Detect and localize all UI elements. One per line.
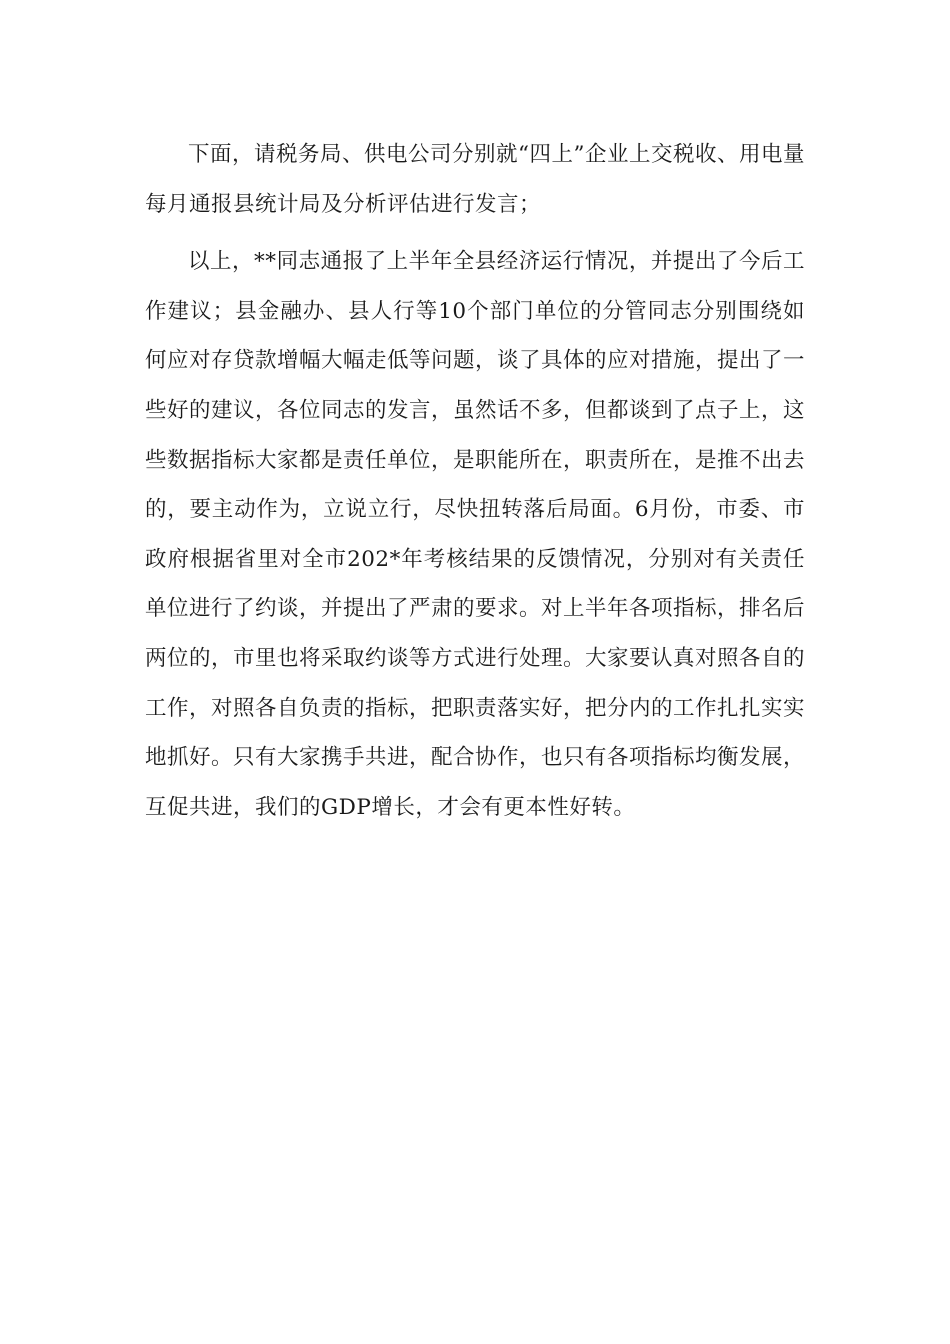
paragraph-2: 以上，**同志通报了上半年全县经济运行情况，并提出了今后工作建议；县金融办、县人行等10个部门单位的分管同志分别围绕如何应对存贷款增幅大幅走低等问题，谈了具体的应对措施，提出了一些好的建议，各位同志的发言，虽然话不多，但都谈到了点子上，这些数据指标大家都是责任单位，是职能所在，职责所在，是推不出去的，要主动作为，立说立行，尽快扭转落后局面。6月份，市委、市政府根据省里对全市202*年考核结果的反馈情况，分别对有关责任单位进行了约谈，并提出了严肃的要求。对上半年各项指标，排名后两位的，市里也将采取约谈等方式进行处理。大家要认真对照各自的工作，对照各自负责的指标，把职责落实好，把分内的工作扎扎实实地抓好。只有大家携手共进，配合协作，也只有各项指标均衡发展，互促共进，我们的GDP增长，才会有更本性好转。 xyxy=(145,249,806,820)
paragraph-1: 下面，请税务局、供电公司分别就“四上”企业上交税收、用电量每月通报县统计局及分析评估进行发言； xyxy=(145,142,805,217)
document-body xyxy=(145,130,805,832)
